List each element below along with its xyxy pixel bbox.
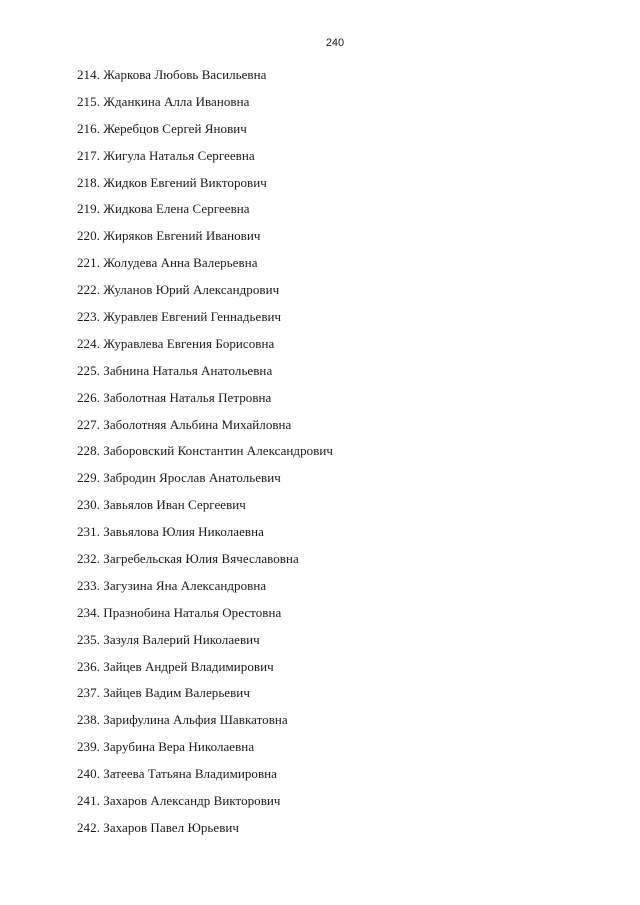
item-number: 216. — [77, 120, 100, 136]
item-number: 227. — [77, 416, 100, 432]
item-name: Жаркова Любовь Васильевна — [103, 67, 267, 82]
item-name: Зайцев Вадим Валерьевич — [103, 685, 250, 701]
item-number: 239. — [77, 739, 100, 755]
list-item — [77, 335, 333, 362]
list-item — [77, 469, 333, 496]
item-number: 236. — [77, 658, 100, 674]
item-name: Забродин Ярослав Анатольевич — [103, 470, 281, 486]
item-name: Зарубина Вера Николаевна — [103, 739, 255, 755]
item-number: 215. — [77, 93, 100, 109]
item-name: Жидкова Елена Сергеевна — [103, 201, 250, 217]
list-item — [77, 254, 333, 281]
item-name: Загузина Яна Александровна — [103, 577, 267, 593]
item-number: 221. — [77, 255, 100, 271]
list-item — [77, 120, 333, 147]
item-number: 237. — [77, 685, 100, 701]
list-item — [77, 792, 333, 819]
list-item — [77, 819, 333, 846]
item-number: 223. — [77, 309, 100, 325]
list-item — [77, 658, 333, 685]
list-item — [77, 496, 333, 523]
list-item — [77, 281, 333, 308]
item-name: Жданкина Алла Ивановна — [103, 93, 250, 109]
list-item — [77, 738, 333, 765]
item-name: Журавлева Евгения Борисовна — [103, 335, 275, 351]
list-item — [77, 200, 333, 227]
item-number: 217. — [77, 147, 100, 163]
list-item — [77, 765, 333, 792]
list-item — [77, 604, 333, 631]
item-name: Жигула Наталья Сергеевна — [103, 147, 255, 163]
list-item — [77, 684, 333, 711]
list-item — [77, 389, 333, 416]
item-number: 230. — [77, 497, 100, 513]
list-item — [77, 416, 333, 443]
list-item — [77, 442, 333, 469]
item-name: Празнобина Наталья Орестовна — [103, 604, 282, 620]
item-name: Захаров Павел Юрьевич — [103, 819, 240, 835]
item-number: 222. — [77, 282, 100, 298]
page-number: 240 — [325, 37, 345, 49]
item-number: 214. — [77, 67, 100, 82]
item-number: 240. — [77, 766, 100, 782]
item-name: Журавлев Евгений Геннадьевич — [103, 309, 282, 325]
item-name: Захаров Александр Викторович — [103, 793, 281, 809]
item-name: Забнина Наталья Анатольевна — [103, 362, 273, 378]
item-number: 226. — [77, 389, 100, 405]
item-number: 228. — [77, 443, 100, 459]
list-item — [77, 93, 333, 120]
item-name: Завьялов Иван Сергеевич — [103, 497, 246, 513]
list-item — [77, 147, 333, 174]
item-name: Зайцев Андрей Владимирович — [103, 658, 274, 674]
item-name: Зазуля Валерий Николаевич — [103, 631, 260, 647]
list-item — [77, 711, 333, 738]
item-number: 241. — [77, 793, 100, 809]
item-number: 233. — [77, 577, 100, 593]
item-number: 231. — [77, 524, 100, 540]
list-item — [77, 523, 333, 550]
list-item — [77, 174, 333, 201]
item-number: 224. — [77, 335, 100, 351]
item-name: Заболотная Наталья Петровна — [103, 389, 272, 405]
item-name: Жуланов Юрий Александрович — [103, 282, 280, 298]
list-item — [77, 577, 333, 604]
item-name: Зарифулина Альфия Шавкатовна — [103, 712, 288, 728]
item-number: 238. — [77, 712, 100, 728]
list-item — [77, 362, 333, 389]
list-item — [77, 227, 333, 254]
item-number: 220. — [77, 228, 100, 244]
item-name: Загребельская Юлия Вячеславовна — [103, 551, 299, 567]
item-number: 242. — [77, 819, 100, 835]
names-list — [77, 66, 333, 846]
item-number: 232. — [77, 551, 100, 567]
item-name: Заборовский Константин Александрович — [103, 443, 333, 459]
item-number: 234. — [77, 604, 100, 620]
list-item — [77, 308, 333, 335]
item-number: 219. — [77, 201, 100, 217]
item-name: Жиряков Евгений Иванович — [103, 228, 261, 244]
item-name: Завьялова Юлия Николаевна — [103, 524, 264, 540]
item-number: 229. — [77, 470, 100, 486]
item-name: Жидков Евгений Викторович — [103, 174, 267, 190]
item-name: Жеребцов Сергей Янович — [103, 120, 247, 136]
item-number: 218. — [77, 174, 100, 190]
item-number: 225. — [77, 362, 100, 378]
list-item — [77, 550, 333, 577]
item-name: Жолудева Анна Валерьевна — [103, 255, 258, 271]
item-name: Заболотняя Альбина Михайловна — [103, 416, 292, 432]
list-item — [77, 631, 333, 658]
item-name: Затеева Татьяна Владимировна — [103, 766, 277, 782]
list-item — [77, 66, 333, 93]
item-number: 235. — [77, 631, 100, 647]
